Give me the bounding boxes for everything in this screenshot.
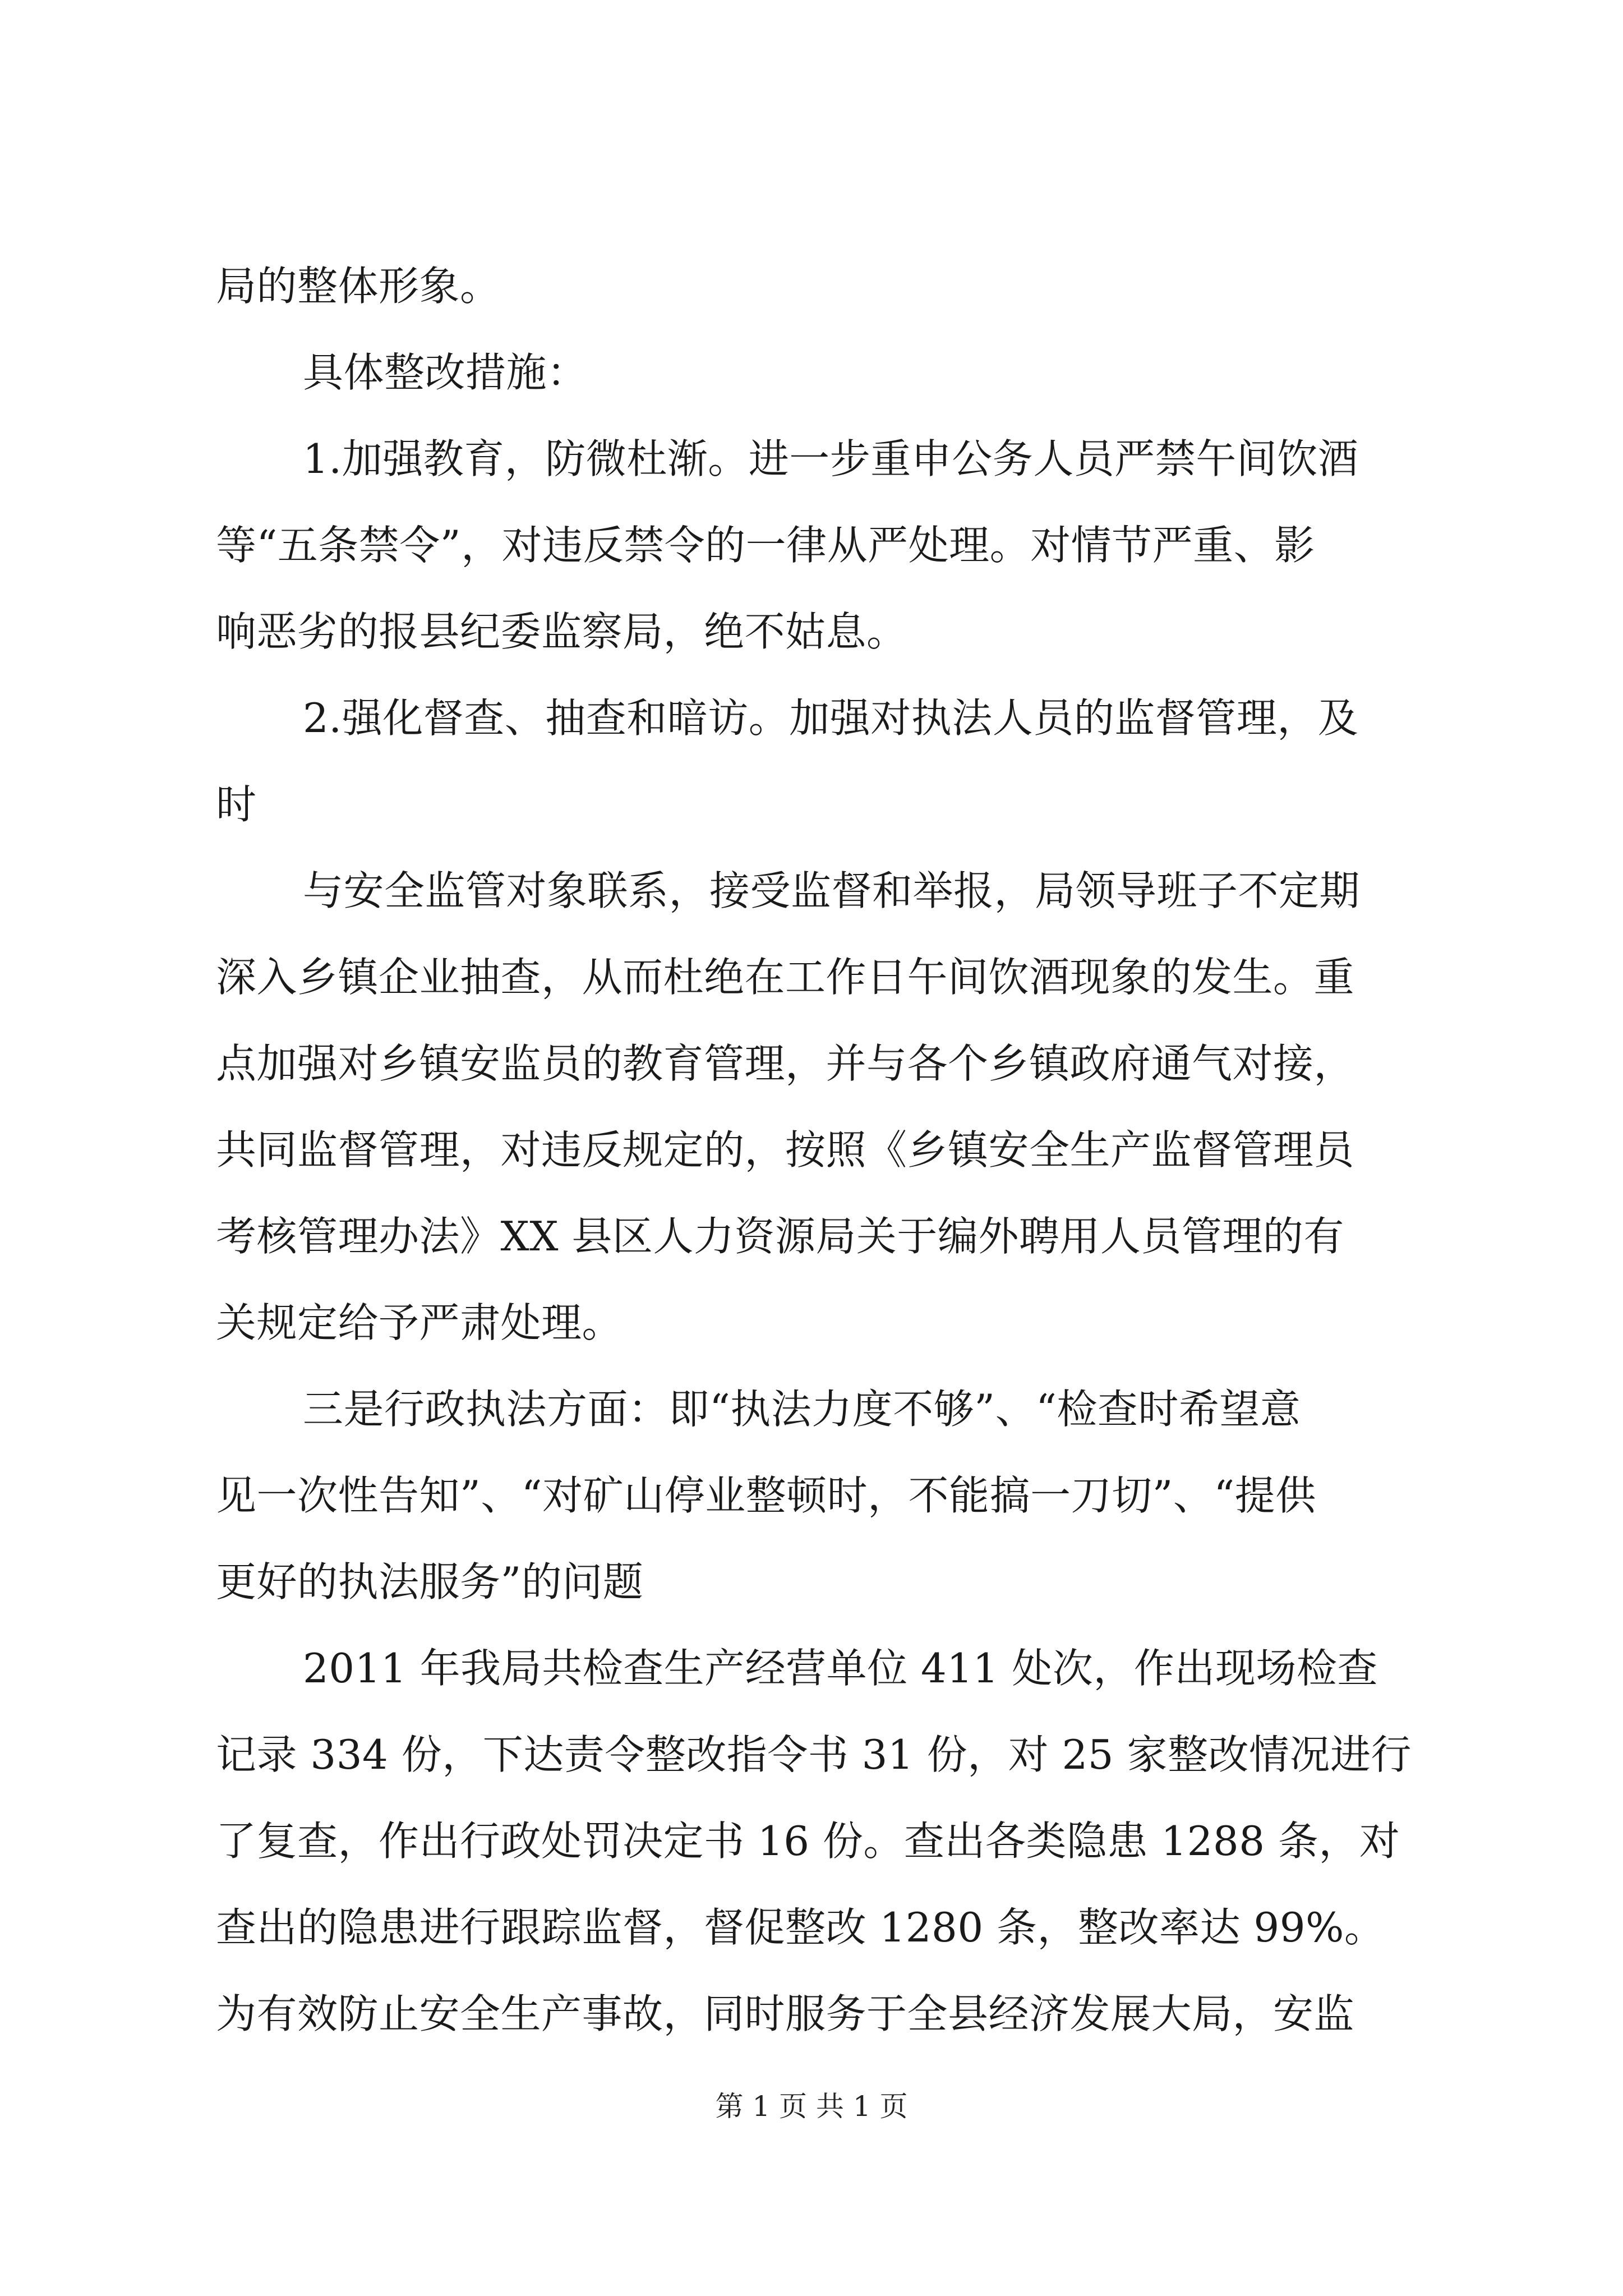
text-line: 了复查，作出行政处罚决定书 16 份。查出各类隐患 1288 条，对 [216,1818,1400,1865]
text-line: 时 [216,781,257,828]
page-footer: 第 1 页 共 1 页 [715,2090,908,2123]
text-line: 1.加强教育，防微杜渐。进一步重申公务人员严禁午间饮酒 [303,435,1359,482]
text-line: 2011 年我局共检查生产经营单位 411 处次，作出现场检查 [303,1645,1378,1692]
text-line: 查出的隐患进行跟踪监督，督促整改 1280 条，整改率达 99%。 [216,1904,1385,1951]
text-line: 三是行政执法方面：即“执法力度不够”、“检查时希望意 [303,1386,1301,1433]
text-line: 共同监督管理，对违反规定的，按照《乡镇安全生产监督管理员 [216,1126,1355,1174]
text-line: 与安全监管对象联系，接受监督和举报，局领导班子不定期 [303,867,1361,914]
text-line: 具体整改措施： [303,349,588,396]
text-line: 等“五条禁令”，对违反禁令的一律从严处理。对情节严重、影 [216,522,1315,569]
text-line: 记录 334 份，下达责令整改指令书 31 份，对 25 家整改情况进行 [216,1731,1412,1778]
text-line: 考核管理办法》XX 县区人力资源局关于编外聘用人员管理的有 [216,1213,1344,1260]
text-line: 见一次性告知”、“对矿山停业整顿时，不能搞一刀切”、“提供 [216,1472,1316,1519]
text-line: 关规定给予严肃处理。 [216,1299,623,1346]
text-line: 为有效防止安全生产事故，同时服务于全县经济发展大局，安监 [216,1990,1355,2037]
text-line: 2.强化督查、抽查和暗访。加强对执法人员的监督管理，及 [303,694,1359,742]
text-line: 响恶劣的报县纪委监察局，绝不姑息。 [216,608,907,655]
text-line: 点加强对乡镇安监员的教育管理，并与各个乡镇政府通气对接， [216,1040,1355,1087]
text-line: 深入乡镇企业抽查，从而杜绝在工作日午间饮酒现象的发生。重 [216,954,1355,1001]
text-line: 局的整体形象。 [216,263,501,310]
text-line: 更好的执法服务”的问题 [216,1558,644,1605]
